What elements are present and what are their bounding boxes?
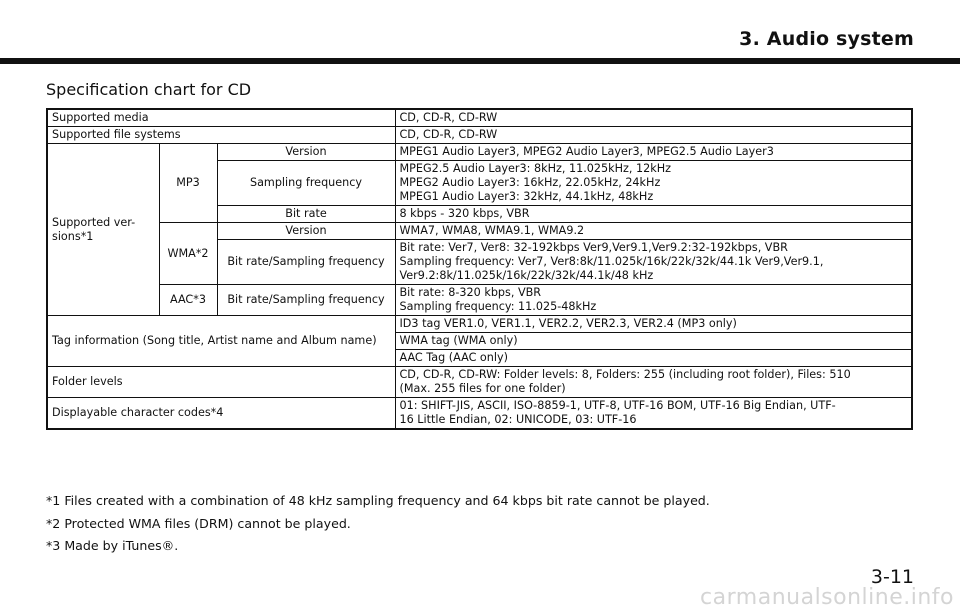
char-codes-label: Displayable character codes*4 — [47, 398, 395, 430]
tag-info-label: Tag information (Song title, Artist name and Album name) — [47, 316, 395, 367]
footnote: *2 Protected WMA files (DRM) cannot be played. — [46, 515, 351, 531]
row-label-supported-fs: Supported file systems — [47, 127, 395, 144]
row-value-supported-media: CD, CD-R, CD-RW — [395, 109, 912, 127]
wma-version-label: Version — [217, 223, 395, 240]
value-line: MPEG1 Audio Layer3: 32kHz, 44.1kHz, 48kHz — [399, 190, 654, 203]
page-number: 3-11 — [870, 566, 914, 588]
footnotes — [46, 490, 710, 558]
value-line: CD, CD-R, CD-RW: Folder levels: 8, Folders: 255 (including root folder), Files: 510 — [399, 368, 851, 381]
aac-bitsamp-value — [395, 285, 912, 316]
tag-info-value: AAC Tag (AAC only) — [395, 350, 912, 367]
row-label-supported-media: Supported media — [47, 109, 395, 127]
folder-levels-value — [395, 367, 912, 398]
mp3-bitrate-label: Bit rate — [217, 206, 395, 223]
table-row — [47, 367, 912, 398]
value-line: 01: SHIFT-JIS, ASCII, ISO-8859-1, UTF-8, UTF-16 BOM, UTF-16 Big Endian, UTF- — [399, 399, 836, 412]
tag-info-value: ID3 tag VER1.0, VER1.1, VER2.2, VER2.3, VER2.4 (MP3 only) — [395, 316, 912, 333]
footnote: *1 Files created with a combination of 48 kHz sampling frequency and 64 kbps bit rate cannot be played. — [46, 493, 710, 508]
table-row — [47, 223, 912, 240]
folder-levels-label: Folder levels — [47, 367, 395, 398]
value-line: (Max. 255 files for one folder) — [399, 382, 566, 395]
aac-bitsamp-label: Bit rate/Sampling frequency — [217, 285, 395, 316]
value-line: Sampling frequency: Ver7, Ver8:8k/11.025k/16k/22k/32k/44.1k Ver9,Ver9.1, — [399, 255, 824, 268]
value-line: MPEG2 Audio Layer3: 16kHz, 22.05kHz, 24kHz — [399, 176, 661, 189]
spec-table — [46, 108, 913, 430]
mp3-bitrate-value: 8 kbps - 320 kbps, VBR — [395, 206, 912, 223]
value-line: MPEG2.5 Audio Layer3: 8kHz, 11.025kHz, 12kHz — [399, 162, 671, 175]
mp3-version-label: Version — [217, 144, 395, 161]
format-aac: AAC*3 — [159, 285, 217, 316]
table-row — [47, 127, 912, 144]
table-row — [47, 285, 912, 316]
row-value-supported-fs: CD, CD-R, CD-RW — [395, 127, 912, 144]
char-codes-value — [395, 398, 912, 430]
mp3-sampling-label: Sampling frequency — [217, 161, 395, 206]
section-title: Specification chart for CD — [46, 80, 252, 99]
footnote: *3 Made by iTunes®. — [46, 538, 179, 553]
wma-bitsamp-label: Bit rate/Sampling frequency — [217, 240, 395, 285]
table-row — [47, 398, 912, 430]
table-row — [47, 144, 912, 161]
supported-versions-label — [47, 144, 159, 316]
watermark: carmanualsonline.info — [700, 585, 954, 610]
supported-versions-label-line1: Supported ver- — [52, 215, 136, 229]
chapter-heading: 3. Audio system — [739, 28, 914, 50]
supported-versions-label-line2: sions*1 — [52, 229, 94, 243]
format-mp3: MP3 — [159, 144, 217, 223]
wma-bitsamp-value — [395, 240, 912, 285]
wma-version-value: WMA7, WMA8, WMA9.1, WMA9.2 — [395, 223, 912, 240]
header-rule — [0, 58, 960, 64]
value-line: 16 Little Endian, 02: UNICODE, 03: UTF-16 — [399, 413, 637, 426]
mp3-sampling-value — [395, 161, 912, 206]
table-row — [47, 316, 912, 333]
value-line: Sampling frequency: 11.025-48kHz — [399, 300, 597, 313]
value-line: Bit rate: 8-320 kbps, VBR — [399, 286, 542, 299]
mp3-version-value: MPEG1 Audio Layer3, MPEG2 Audio Layer3, MPEG2.5 Audio Layer3 — [395, 144, 912, 161]
value-line: Ver9.2:8k/11.025k/16k/22k/32k/44.1k/48 kHz — [399, 269, 654, 282]
table-row — [47, 109, 912, 127]
tag-info-value: WMA tag (WMA only) — [395, 333, 912, 350]
format-wma: WMA*2 — [159, 223, 217, 285]
value-line: Bit rate: Ver7, Ver8: 32-192kbps Ver9,Ver9.1,Ver9.2:32-192kbps, VBR — [399, 241, 788, 254]
